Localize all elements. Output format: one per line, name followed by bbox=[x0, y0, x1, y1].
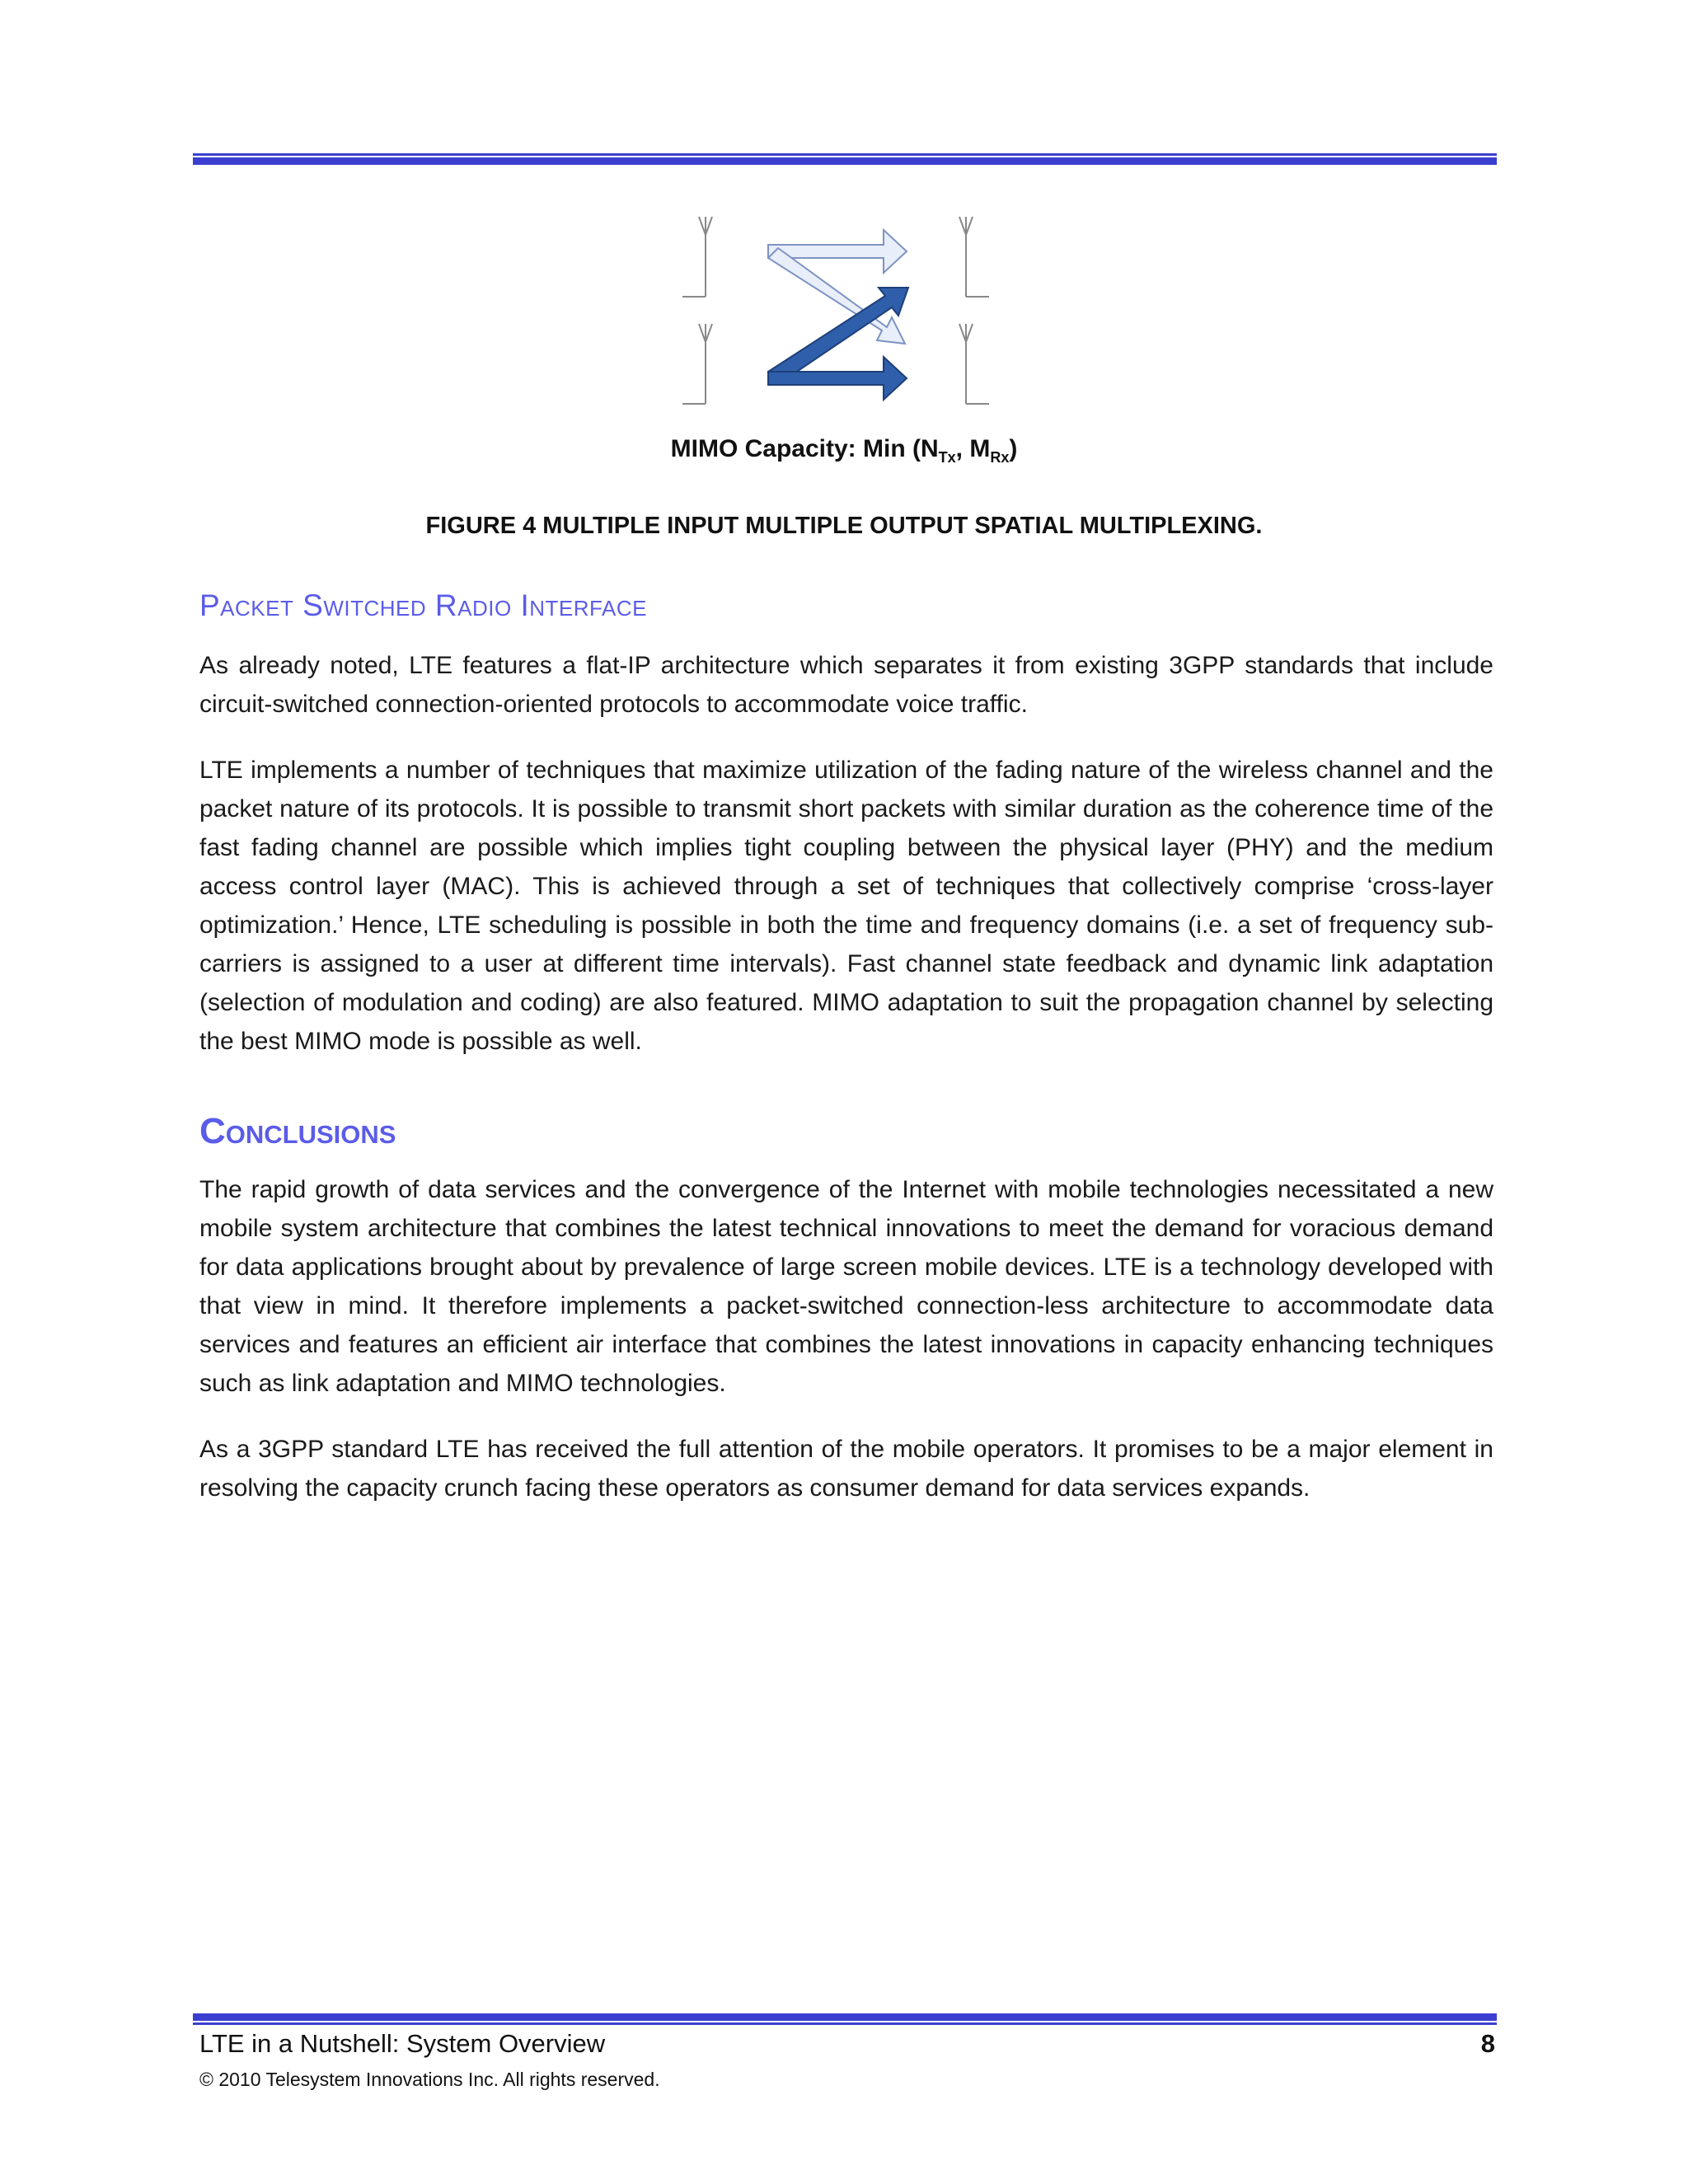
rx-antenna-bottom bbox=[959, 324, 989, 404]
footer-rule bbox=[193, 2013, 1497, 2025]
paragraph: The rapid growth of data services and the convergence of the Internet with mobile technologies necessitated a new mobile system architecture that combines the latest technical innovations to meet the demand for voracious demand for data applications brought about by prevalence of large screen mobile devices. LTE is a technology developed with that view in mind. It therefore implements a packet-switched connection-less architecture to accommodate data services and features an efficient air interface that combines the latest innovations in capacity enhancing techniques such as link adaptation and MIMO technologies. bbox=[199, 1176, 1493, 1397]
page-number: 8 bbox=[1480, 2029, 1495, 2058]
mimo-capacity-caption: MIMO Capacity: Min ($N_{Tx}$, $M_{Rx}$) bbox=[670, 435, 1018, 466]
footer-title: LTE in a Nutshell: System Overview bbox=[199, 2029, 606, 2058]
mimo-diagram bbox=[676, 210, 1022, 416]
section-heading-conclusions: Conclusions bbox=[199, 1111, 396, 1151]
tx-antenna-top bbox=[682, 217, 712, 297]
footer-rule-thick bbox=[193, 2013, 1497, 2021]
header-rule-thin bbox=[193, 153, 1497, 156]
header-rule bbox=[193, 153, 1497, 165]
rx-antenna-top bbox=[959, 217, 989, 297]
paragraph: LTE implements a number of techniques that maximize utilization of the fading nature of the wireless channel and the packet nature of its protocols. It is possible to transmit short packets with similar duration as the coherence time of the fast fading channel are possible which implies tight coupling between the physical layer (PHY) and the medium access control layer (MAC). This is achieved through a set of techniques that collectively comprise ‘cross-layer optimization.’ Hence, LTE scheduling is possible in both the time and frequency domains (i.e. a set of frequency sub-carriers is assigned to a user at different time intervals). Fast channel state feedback and dynamic link adaptation (selection of modulation and coding) are also featured. MIMO adaptation to suit the propagation channel by selecting the best MIMO mode is possible as well. bbox=[199, 757, 1493, 1055]
section-heading-packet-switched: Packet Switched Radio Interface bbox=[199, 588, 647, 622]
tx-antenna-bottom bbox=[682, 324, 712, 404]
header-rule-thick bbox=[193, 157, 1497, 165]
copyright-notice: © 2010 Telesystem Innovations Inc. All rights reserved. bbox=[199, 2069, 660, 2090]
footer-rule-thin bbox=[193, 2022, 1497, 2025]
figure-title: FIGURE 4 MULTIPLE INPUT MULTIPLE OUTPUT SPATIAL MULTIPLEXING. bbox=[425, 513, 1263, 539]
paragraph: As a 3GPP standard LTE has received the full attention of the mobile operators. It promises to be a major element in resolving the capacity crunch facing these operators as consumer demand for data services expands. bbox=[199, 1436, 1493, 1502]
paragraph: As already noted, LTE features a flat-IP architecture which separates it from existing 3GPP standards that include circuit-switched connection-oriented protocols to accommodate voice traffic. bbox=[199, 652, 1493, 718]
